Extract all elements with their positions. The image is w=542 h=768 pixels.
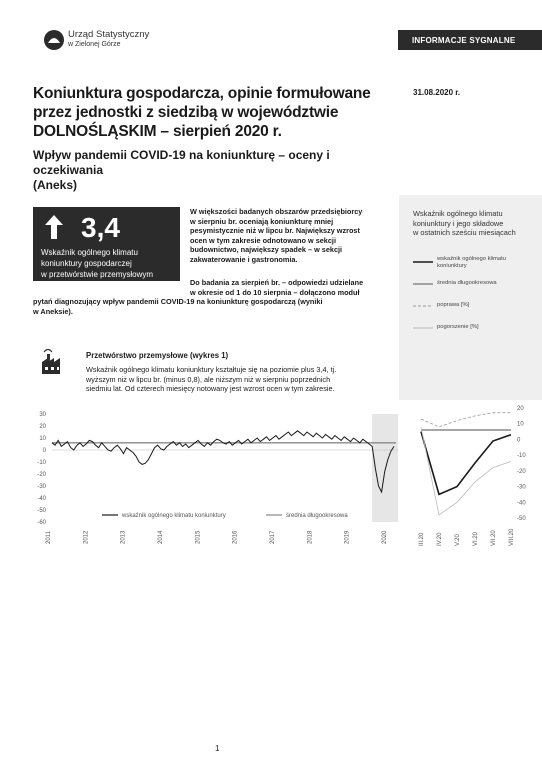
y-tick-label: -30 — [37, 484, 46, 490]
section-line: siedmiu lat. Od czterech miesięcy notowany jest wzrost ocen w tym zakresie. — [86, 384, 335, 394]
x-tick-label: VI.20 — [473, 531, 479, 546]
legend-label-indicator: wskaźnik ogólnego klimatu koniunktury — [122, 513, 226, 519]
kpi-box — [33, 207, 180, 281]
y-tick-label: -10 — [37, 460, 46, 466]
kpi-label-line: Wskaźnik ogólnego klimatu — [41, 248, 138, 257]
survey-paragraph — [190, 278, 395, 297]
intro-line: ocen w tym zakresie odnotowano w sekcji — [190, 235, 336, 245]
y-tick-label: -10 — [517, 453, 526, 460]
x-tick-label: 2016 — [232, 530, 239, 544]
x-tick-label: 2013 — [120, 530, 127, 544]
sidebar-title-line: Wskaźnik ogólnego klimatu — [413, 209, 503, 218]
sidebar-title-line: koniunktury i jego składowe — [413, 218, 504, 228]
y-tick-label: -30 — [517, 484, 526, 491]
kpi-label-line: koniunktury gospodarczej — [41, 259, 132, 268]
section-paragraph — [86, 365, 396, 394]
subtitle-line: Wpływ pandemii COVID-19 na koniunkturę – oceny i oczekiwania — [33, 148, 330, 177]
x-tick-label: 2018 — [307, 530, 314, 544]
y-tick-label: 20 — [517, 406, 524, 412]
legend-line-solid-dark — [413, 259, 433, 265]
title-line: przez jednostki z siedzibą w województwie — [33, 104, 339, 121]
climate-indicator-line — [52, 431, 394, 492]
intro-line: zakwaterowanie i gastronomia. — [190, 254, 298, 264]
title-line: DOLNOŚLĄSKIM – sierpień 2020 r. — [33, 123, 282, 140]
x-tick-label: III.20 — [419, 532, 425, 546]
y-tick-label: -60 — [37, 520, 46, 526]
kpi-value: 3,4 — [81, 212, 120, 243]
legend-label: koniunktury — [437, 263, 467, 269]
x-tick-label: V.20 — [455, 534, 461, 546]
intro-line: w sierpniu br. oceniają koniunkturę mniej — [190, 216, 334, 226]
main-chart-svg — [26, 406, 408, 546]
sidebar-title-line: w ostatnich sześciu miesiącach — [413, 228, 516, 238]
page-title — [33, 84, 393, 141]
legend-label-average: średnia długookresowa — [286, 513, 348, 519]
sidebar-chart-svg — [399, 400, 542, 548]
y-tick-label: -20 — [517, 468, 526, 475]
x-tick-label: 2014 — [158, 530, 164, 544]
legend-line-solid-light — [413, 325, 433, 331]
org-name-line2: w Zielonej Górze — [68, 41, 121, 48]
kpi-label-line: w przetwórstwie przemysłowym — [41, 270, 154, 279]
section-line: wyższym niż w lipcu br. (minus 0,8), ale niższym niż w sierpniu poprzednich — [86, 374, 331, 384]
x-tick-label: 2011 — [46, 531, 52, 544]
x-tick-label: VIII.20 — [509, 528, 515, 546]
section-line: Wskaźnik ogólnego klimatu koniunktury kształtuje się na poziomie plus 3,4, tj. — [86, 365, 337, 374]
legend-label: poprawa [%] — [437, 302, 470, 308]
legend-line-solid-gray — [413, 281, 433, 287]
y-tick-label: -40 — [37, 496, 46, 502]
y-tick-label: 20 — [39, 424, 46, 430]
x-tick-label: 2015 — [195, 530, 202, 544]
x-tick-label: 2012 — [83, 530, 90, 544]
subtitle-line: (Aneks) — [33, 178, 78, 192]
factory-icon — [38, 346, 68, 381]
page-subtitle — [33, 148, 393, 193]
x-tick-label: IV.20 — [437, 532, 443, 546]
legend-line-dashed — [413, 303, 433, 309]
intro-line: W większości badanych obszarów przedsiębiorcy — [190, 207, 363, 216]
org-name-line1: Urząd Statystyczny — [68, 29, 150, 40]
org-logo — [43, 29, 65, 51]
intro-line: pesymistycznie niż w lipcu br. Największy wzrost — [190, 226, 360, 236]
highlight-band — [372, 414, 398, 522]
publication-date: 31.08.2020 r. — [413, 88, 461, 97]
survey-line: Do badania za sierpień br. – odpowiedzi udzielane — [190, 278, 364, 287]
sidebar-title — [413, 209, 538, 238]
survey-line: pytań diagnozujący wpływ pandemii COVID-19 na koniunkturę gospodarczą (wyniki — [33, 297, 323, 306]
arrow-up-icon — [43, 213, 65, 246]
survey-line: w Aneksie). — [33, 306, 73, 316]
intro-line: budownictwo, największy spadek – w sekcji — [190, 245, 343, 255]
section-heading: Przetwórstwo przemysłowe (wykres 1) — [86, 351, 229, 360]
y-tick-label: 30 — [39, 412, 46, 418]
page-number: 1 — [215, 744, 220, 753]
publication-tag — [398, 30, 542, 50]
sidebar-chart — [399, 400, 542, 548]
legend-label: pogorszenie [%] — [437, 324, 479, 330]
main-chart — [26, 406, 408, 546]
y-tick-label: -20 — [37, 472, 46, 478]
survey-paragraph-cont — [33, 297, 398, 316]
x-tick-label: VII.20 — [491, 530, 497, 546]
y-tick-label: 0 — [517, 437, 521, 444]
legend-label: średnia długookresowa — [437, 280, 497, 286]
survey-line: w okresie od 1 do 10 sierpnia – dołączono moduł — [190, 287, 360, 297]
y-tick-label: 0 — [42, 448, 46, 454]
intro-paragraph — [190, 207, 390, 265]
y-tick-label: 10 — [517, 421, 524, 428]
x-tick-label: 2017 — [270, 530, 276, 544]
x-tick-label: 2019 — [344, 530, 351, 544]
y-tick-label: 10 — [39, 436, 46, 442]
tag-text: INFORMACJE SYGNALNE — [412, 35, 516, 45]
y-tick-label: -40 — [517, 500, 526, 507]
legend-label: wskaźnik ogólnego klimatu — [437, 256, 506, 262]
title-line: Koniunktura gospodarcza, opinie formułowane — [33, 85, 371, 102]
y-tick-label: -50 — [37, 508, 46, 514]
x-tick-label: 2020 — [382, 530, 388, 544]
y-tick-label: -50 — [517, 516, 526, 522]
